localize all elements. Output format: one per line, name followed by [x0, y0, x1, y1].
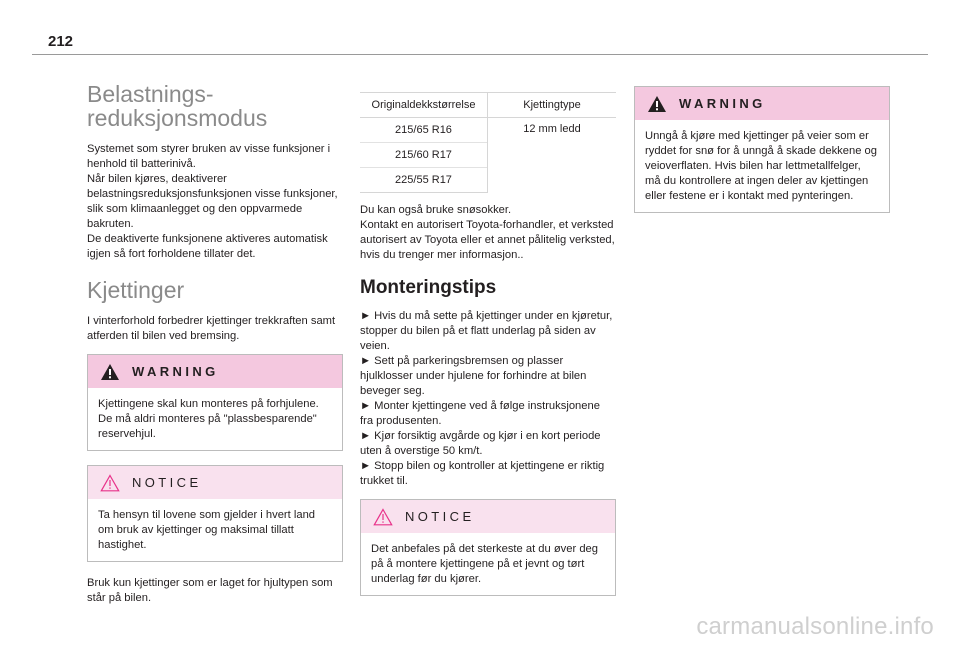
chains-text: I vinterforhold forbedrer kjettinger trekkraften samt atferden til bilen ved bremsing. [87, 315, 336, 342]
table-cell-size: 225/55 R17 [360, 168, 488, 193]
table-cell-size: 215/60 R17 [360, 143, 488, 168]
tip-item: ► Hvis du må sette på kjettinger under en kjøretur, stopper du bilen på et flatt underlag på siden av veien. [360, 310, 613, 352]
notice-text: Det anbefales på det sterkeste at du øver deg på å montere kjettingene på et jevnt og tørt underlag før du kjører. [371, 543, 598, 585]
chain-spec-table [360, 92, 616, 193]
notice-label: NOTICE [132, 475, 202, 490]
table-cell-size: 215/65 R16 [360, 118, 488, 143]
notice-box [360, 499, 616, 596]
mounting-tips-title: Monteringstips [360, 277, 497, 298]
notice-triangle-icon [373, 508, 393, 526]
tip-item: ► Sett på parkeringsbremsen og plasser hjulklosser under hjulene for forhindre at bilen beveger seg. [360, 355, 587, 397]
page-number: 212 [48, 33, 74, 50]
table-header-row [360, 93, 616, 118]
warning-text: Kjettingene skal kun monteres på forhjulene. De må aldri monteres på "plassbesparende" reservehjul. [98, 398, 319, 440]
chains-title: Kjettinger [87, 277, 185, 303]
notice-header [88, 466, 342, 499]
notice-label: NOTICE [405, 509, 475, 524]
tip-item: ► Monter kjettingene ved å følge instruksjonene fra produsenten. [360, 400, 600, 427]
warning-text: Unngå å kjøre med kjettinger på veier som er ryddet for snø for å unngå å skade dekkene og veioverflaten. Hvis bilen har lettmetallfelger, må du kontrollere at ingen deler av kjettingen eller festene er i kontakt med pynteringen. [645, 130, 877, 202]
snow-socks-text: Du kan også bruke snøsokker. Kontakt en autorisert Toyota-forhandler, et verksted autorisert av Toyota eller et annet pålitelig verksted, hvis du trenger mer informasjon.. [360, 204, 615, 261]
chains-closing-text: Bruk kun kjettinger som er laget for hjultypen som står på bilen. [87, 577, 333, 604]
table-cell-chain-type: 12 mm ledd [488, 118, 617, 193]
warning-header [88, 355, 342, 388]
warning-triangle-icon [100, 363, 120, 381]
warning-label: WARNING [679, 96, 766, 111]
notice-header [361, 500, 615, 533]
table-row [360, 118, 616, 143]
tip-item: ► Kjør forsiktig avgårde og kjør i en kort periode uten å overstige 50 km/t. [360, 430, 601, 457]
warning-box [87, 354, 343, 451]
notice-text: Ta hensyn til lovene som gjelder i hvert land om bruk av kjettinger og maksimal tillatt hastighet. [98, 509, 316, 551]
watermark: carmanualsonline.info [696, 613, 934, 640]
notice-triangle-icon [100, 474, 120, 492]
load-reduction-title [87, 82, 343, 130]
load-reduction-text: Systemet som styrer bruken av visse funksjoner i henhold til batterinivå. Når bilen kjøres, deaktiverer belastningsreduksjonsfunksjonen visse funksjoner, slik som klimaanlegget og den oppvarmede bakruten. De deaktiverte funksjonene aktiveres automatisk igjen så fort forholdene tillater det. [87, 143, 338, 260]
notice-box [87, 465, 343, 562]
table-header-tire-size: Originaldekkstørrelse [360, 93, 488, 118]
warning-label: WARNING [132, 364, 219, 379]
table-header-chain-type: Kjettingtype [488, 93, 617, 118]
warning-triangle-icon [647, 95, 667, 113]
tip-item: ► Stopp bilen og kontroller at kjettingene er riktig trukket til. [360, 460, 605, 487]
column-right [634, 76, 890, 227]
load-reduction-title-line1: Belastnings- [87, 81, 214, 107]
column-left [87, 82, 343, 616]
warning-box [634, 86, 890, 213]
header-rule [32, 54, 928, 55]
warning-header [635, 87, 889, 120]
load-reduction-title-line2: reduksjonsmodus [87, 105, 268, 131]
column-middle [360, 92, 616, 610]
